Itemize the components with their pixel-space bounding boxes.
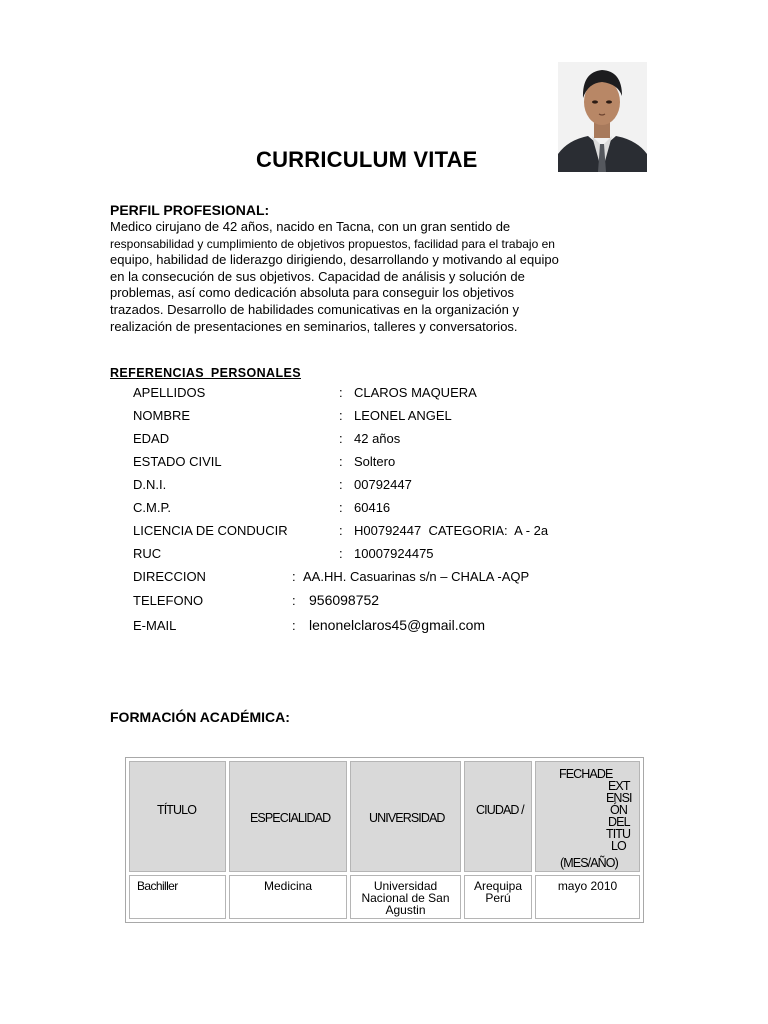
ref-label: E-MAIL xyxy=(133,618,177,633)
ref-label: C.M.P. xyxy=(133,500,172,515)
cell-titulo: Bachiller xyxy=(129,875,226,919)
perfil-text xyxy=(110,219,630,335)
perfil-line: problemas, así como dedicación absoluta para conseguir los objetivos xyxy=(110,285,514,301)
ref-value: 42 años xyxy=(354,431,401,446)
header-fecha-line: ÓN xyxy=(610,803,627,817)
cell-ciudad xyxy=(464,875,532,919)
perfil-line: equipo, habilidad de liderazgo dirigiendo, desarrollando y motivando al equipo xyxy=(110,252,559,268)
header-fecha-line: DEL xyxy=(608,815,630,829)
cell-universidad-line: Universidad xyxy=(373,879,438,893)
ref-label: EDAD xyxy=(133,431,170,446)
ref-value: 00792447 xyxy=(354,477,412,492)
ref-label: ESTADO CIVIL xyxy=(133,454,222,469)
header-fecha-line: (MES/AÑO) xyxy=(560,856,618,870)
perfil-line: en la consecución de sus objetivos. Capacidad de análisis y solución de xyxy=(110,268,525,284)
ref-value: 60416 xyxy=(354,500,391,515)
document-title: CURRICULUM VITAE xyxy=(256,147,478,172)
header-fecha-line: EXT xyxy=(608,779,630,793)
ref-label: RUC xyxy=(133,546,162,561)
ref-value: LEONEL ANGEL xyxy=(354,408,452,423)
ref-label: DIRECCION xyxy=(133,569,206,584)
cell-universidad-line: Agustin xyxy=(385,903,426,917)
ref-colon: : xyxy=(339,408,343,423)
ref-value: AA.HH. Casuarinas s/n – CHALA -AQP xyxy=(303,569,530,584)
cell-fecha: mayo 2010 xyxy=(535,875,640,919)
ref-colon: : xyxy=(292,618,296,633)
ref-colon: : xyxy=(339,477,343,492)
header-fecha-line: LO xyxy=(611,839,626,853)
perfil-heading: PERFIL PROFESIONAL: xyxy=(110,202,270,218)
header-ciudad xyxy=(464,761,532,872)
ref-value: 956098752 xyxy=(309,592,380,608)
ref-value: CLAROS MAQUERA xyxy=(354,385,477,400)
perfil-line: realización de presentaciones en seminarios, talleres y conversatorios. xyxy=(110,318,518,334)
ref-label: LICENCIA DE CONDUCIR xyxy=(133,523,288,538)
ref-colon: : xyxy=(339,454,343,469)
perfil-line: responsabilidad y cumplimiento de objetivos propuestos, facilidad para el trabajo en xyxy=(110,236,555,251)
header-universidad-text: UNIVERSIDAD xyxy=(369,811,445,825)
cell-universidad-line: Nacional de San xyxy=(361,891,450,905)
ref-label: APELLIDOS xyxy=(133,385,206,400)
ref-value: H00792447 CATEGORIA: A - 2a xyxy=(354,523,549,538)
formacion-heading: FORMACIÓN ACADÉMICA: xyxy=(110,709,290,725)
ref-value: 10007924475 xyxy=(354,546,434,561)
header-especialidad xyxy=(229,761,347,872)
ref-colon: : xyxy=(339,500,343,515)
ref-colon: : xyxy=(292,593,296,608)
header-fecha xyxy=(535,761,640,872)
header-ciudad-text: CIUDAD / xyxy=(476,803,524,817)
cell-ciudad-line: Perú xyxy=(485,891,511,905)
ref-value: Soltero xyxy=(354,454,396,469)
header-universidad xyxy=(350,761,461,872)
ref-label: TELEFONO xyxy=(133,593,204,608)
header-especialidad-text: ESPECIALIDAD xyxy=(250,811,331,825)
ref-value: lenonelclaros45@gmail.com xyxy=(309,617,486,633)
ref-colon: : xyxy=(339,523,343,538)
ref-colon: : xyxy=(339,546,343,561)
header-fecha-line: TITU xyxy=(606,827,631,841)
cell-universidad xyxy=(350,875,461,919)
header-fecha-line: FECHADE xyxy=(559,767,613,781)
header-titulo xyxy=(129,761,226,872)
cell-ciudad-line: Arequipa xyxy=(473,879,523,893)
ref-colon: : xyxy=(292,569,296,584)
person-portrait-image xyxy=(558,62,647,172)
formacion-table xyxy=(125,757,644,923)
referencias-heading: REFERENCIAS PERSONALES xyxy=(110,366,301,380)
ref-colon: : xyxy=(339,431,343,446)
perfil-line: Medico cirujano de 42 años, nacido en Tacna, con un gran sentido de xyxy=(110,219,511,234)
ref-colon: : xyxy=(339,385,343,400)
ref-label: NOMBRE xyxy=(133,408,191,423)
cell-especialidad: Medicina xyxy=(229,875,347,919)
header-fecha-line: ENSI xyxy=(606,791,632,805)
profile-photo xyxy=(558,62,647,172)
ref-label: D.N.I. xyxy=(133,477,167,492)
header-titulo-text: TÍTULO xyxy=(157,803,197,817)
perfil-line: trazados. Desarrollo de habilidades comunicativas en la organización y xyxy=(110,301,520,317)
